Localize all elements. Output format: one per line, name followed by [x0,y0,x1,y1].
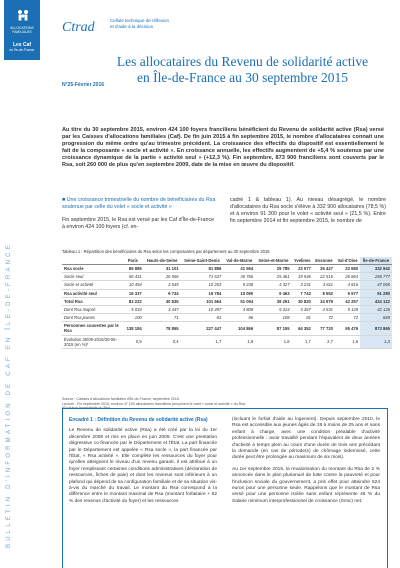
logo-text [6,26,38,34]
table-row [62,314,392,322]
table-cell: 47 065 [360,281,392,289]
column-left-text: Fin septembre 2015, le Rsa est versé par les Caf d'Île-de-France à environ 424 100 foyers (cf. en- [62,216,215,230]
table-cell: 9 463 [255,289,291,297]
table-cell: 108 [255,314,291,322]
table-cell: 1,8 [255,335,291,348]
table-cell: 81 886 [181,265,224,273]
table-cell: 51 094 [223,297,255,305]
table-row-label: Total Rsa [62,297,122,305]
box-column-right [232,417,380,510]
table-cell: 5 238 [223,281,255,289]
source-line-1: Source : Caisses d'allocations familiales d'Île-de-France, septembre 2015. [62,397,180,401]
table-header-cell: Seine-Saint-Denis [181,257,224,265]
table-cell: 26 556 [144,273,181,281]
logo-caf-1: Les Caf [12,42,32,48]
table-cell: 9 734 [144,289,181,297]
table-cell: 424 122 [360,297,392,305]
table-cell: 3 811 [313,281,335,289]
table-row-label: Dont Rsa jeunes [62,314,122,322]
table-cell: 32 680 [335,265,360,273]
table-cell: 285 777 [360,273,392,281]
page-title: Les allocataires du Revenu de solidarité active en Île-de-France au 30 septembre 2015 [116,54,369,85]
table-caption: Tableau 1 : Répartition des bénéficiaires du Rsa selon les composantes par département au 30 septembre 2015 [62,249,270,254]
table-cell: 83 222 [122,297,144,305]
definition-box [62,408,388,568]
bullet-icon: ■ [62,197,66,203]
intro-text: Au titre du 30 septembre 2015, environ 424 100 foyers franciliens bénéficient du Revenu de solidarité active (Rsa) versé par les Caisses d'allocations familiales (Caf). De fin juin 2015 à fin septembre 2015, le nombre d'allocataires connait une progression du même ordre qu'au trimestre précédent. La croissance des effectifs du dispositif est essentiellement le fait de la composante « socle et activité ». En croissance annuelle, les effectifs augmentent de +5,4 % soutenus par une croissance dynamique de la partie « activité seul » (+12,3 %). Fin septembre, 873 900 franciliens sont couverts par le Rsa, soit 260 000 de plus qu'en septembre 2009, date de la mise en œuvre du dispositif. [62,127,384,169]
column-right: cadré 1 & tableau 1). Au niveau désagrégé, le nombre d'allocataires du Rsa socle s'élève à 332 900 allocataires (78,5 %) et à environ 91 300 pour le volet « activité seul » (21,5 %). Entre fin septembre 2014 et fin septembre 2015, le nombre de [230,197,386,224]
box-right-paragraph-2: Au 1er septembre 2015, la revalorisation du montant du Rsa de 2 % annoncée dans le plan plurianuel de lutte contre la pauvreté et pour l'inclusion sociale du gouvernement, a pris effet pour atteindre 524 euros pour une personne seule. Rappelons que le montant de Rsa versé pour une personne isolée sans enfant représente 46 % du Salaire minimum interprofessionnel de croissance (Smic) net. [232,466,380,504]
table-cell: 81 [292,314,313,322]
logo-line-2: FAMILIALES [12,30,32,34]
ctrad-subtitle [110,18,169,29]
table-header-cell: Hauts-de-Seine [144,257,181,265]
table-cell: 138 184 [122,322,144,335]
table-cell: 22 516 [313,273,335,281]
table-cell: 227 447 [181,322,224,335]
table-cell: 87 155 [255,322,291,335]
table-row [62,322,392,335]
ctrad-subtitle-2: et d'aide à la décision [110,23,154,29]
table-cell: 77 720 [313,322,335,335]
caf-logo [4,0,40,60]
column-left [62,197,217,231]
table-row-label: Personnes couvertes par le Rsa [62,322,122,335]
table-row [62,273,392,281]
table-cell: 669 [360,314,392,322]
table-cell: 39 251 [255,297,291,305]
table-row-label: Évolution 30/09-2015/30-06-2015 (en %)* [62,335,122,348]
rsa-table [62,257,392,349]
table-cell: 71 637 [181,273,224,281]
table-row [62,289,392,297]
subheading [62,197,217,211]
ctrad-title: Ctrad [62,20,95,35]
table-cell: 101 664 [181,297,224,305]
table-row-label: Dont Rsa majoré [62,305,122,313]
table-header-row [62,257,392,265]
table-row [62,297,392,305]
table-cell: 10 454 [122,281,144,289]
table-cell: 19 784 [181,289,224,297]
table-cell: 332 942 [360,265,392,273]
table-cell: 31 101 [144,265,181,273]
table-cell: 34 979 [313,297,335,305]
table-header-cell: Seine-et-Marne [255,257,291,265]
table-cell: 4 531 [313,305,335,313]
table-row-label: Socle et activité [62,281,122,289]
table-cell: 1,9 [223,335,255,348]
intro-paragraph [62,127,384,170]
table-cell: 10 497 [181,305,224,313]
table-cell: 4 327 [255,281,291,289]
logo-caf-2: en Île-de-France [9,48,35,52]
table-row [62,281,392,289]
table-cell: 56 431 [122,273,144,281]
source-line-2: Lecture : Fin septembre 2015, environ 47 100 allocataires franciliens perçoivent le volet « socle et activité » du Rsa. [62,401,246,406]
table-cell: 42 126 [360,305,392,313]
sidebar-vertical-text: BULLETIN D'INFORMATION DE CAF EN ÎLE-DE-FRANCE [6,242,12,548]
table-cell: 25 461 [255,273,291,281]
issue-number: N°25-Février 2016 [62,82,105,88]
table-cell: 86 885 [122,265,144,273]
table-row [62,335,392,348]
table-header-cell: Val-de-Marne [223,257,255,265]
logo-caf [6,42,38,52]
table-header-cell: Paris [122,257,144,265]
table-cell: 72 [313,314,335,322]
box-column-left [69,417,217,510]
table-row-label: Socle seul [62,273,122,281]
table-cell: 16 337 [122,289,144,297]
table-cell: 873 865 [360,322,392,335]
box-left-paragraph: Le Revenu de solidarité active (Rsa) a été créé par la loi du 1er décembre 2008 et mis en place en juin 2009. C'est une prestation dégressive co-financée par le Département et l'État. La part financée par le Département est appelée « Rsa socle », la part financée par l'État, « Rsa activité ». Elle complète les ressources du foyer pour qu'elles atteignent le niveau d'un revenu garanti. Il est attribué à un foyer remplissant certaines conditions administratives (déclaration de ressources, fiches de paie) et dont les revenus sont inférieurs à un plafond qui dépend de sa configuration familiale et de sa situation vis-à-vis du marché du travail. Le montant du Rsa correspond à la différence entre le montant maximal de Rsa (montant forfaitaire + 62 % des revenus d'activité du foyer) et les ressources [69,428,217,504]
table-cell: 42 257 [335,297,360,305]
table-cell: 1,7 [181,335,224,348]
table-cell: 26 427 [313,265,335,273]
table-cell: 29 785 [255,265,291,273]
table-cell: 1,6 [335,335,360,348]
table-header-cell: Île-de-France [360,257,392,265]
table-cell: 10 263 [181,281,224,289]
table-row-label: Rsa socle [62,265,122,273]
table-cell: 3 447 [144,305,181,313]
table-cell: 41 594 [223,265,255,273]
table-header-cell: Yvelines [292,257,313,265]
table-cell: 0,4 [144,335,181,348]
table-cell: 10 090 [223,289,255,297]
table-cell: 91 280 [360,289,392,297]
table-cell: 1,7 [292,335,313,348]
table-cell: 2,7 [313,335,335,348]
table-cell: 0,5 [122,335,144,348]
table-cell: 26 864 [335,273,360,281]
box-right-paragraph-1: (incluant le forfait d'aide au logement). Depuis septembre 2010, le Rsa est accessible aux jeunes âgés de 18 à moins de 25 ans et sans enfant à charge, avec une condition préalable d'activité professionnelle : avoir travaillé pendant l'équivalent de deux années d'activité à temps plein au cours d'une durée de trois ans précédant la demande (en cas de période(s) de chômage indemnisé, cette durée peut être prolongée au maximum de six mois). [232,417,380,461]
table-cell: 4 816 [335,281,360,289]
table-row [62,305,392,313]
box-title: Encadré 1 : Définition du Revenu de solidarité active (Rsa) [69,417,208,423]
table-cell: 81 [181,314,224,322]
table-cell: 5 034 [122,305,144,313]
table-cell: 78 865 [144,322,181,335]
table-cell: 9 577 [335,289,360,297]
table-cell: 5 128 [335,305,360,313]
table-cell: 72 [335,314,360,322]
table-cell: 71 [144,314,181,322]
table-cell: 23 077 [292,265,313,273]
table-cell: 3 231 [292,281,313,289]
table-cell: 40 835 [144,297,181,305]
table-cell: 30 820 [292,297,313,305]
table-cell: 35 766 [223,273,255,281]
table-cell: 19 546 [292,273,313,281]
table-cell: 1,3 [360,335,392,348]
table-cell: 95 476 [335,322,360,335]
sidebar [0,0,46,567]
table-cell: 3 367 [292,305,313,313]
ctrad-subtitle-1: Cellule technique de réflexion [110,18,170,23]
table-row-label: Rsa activité seul [62,289,122,297]
table-cell: 100 [122,314,144,322]
table-cell: 7 743 [292,289,313,297]
table-cell: 64 352 [292,322,313,335]
table-cell: 3 545 [144,281,181,289]
caf-family-icon [16,8,30,22]
table-row [62,265,392,273]
table-cell: 5 314 [255,305,291,313]
table-cell: 4 808 [223,305,255,313]
logo-line-1: ALLOCATIONS [10,26,34,30]
table-header-cell [62,257,122,265]
table-cell: 8 552 [313,289,335,297]
subheading-text: Une croissance trimestrielle du nombre de bénéficiaires du Rsa soutenue par celle du volet « socle et activité » [62,197,216,210]
table-header-cell: Val-d'Oise [335,257,360,265]
table-cell: 104 866 [223,322,255,335]
table-cell: 86 [223,314,255,322]
table-header-cell: Essonne [313,257,335,265]
